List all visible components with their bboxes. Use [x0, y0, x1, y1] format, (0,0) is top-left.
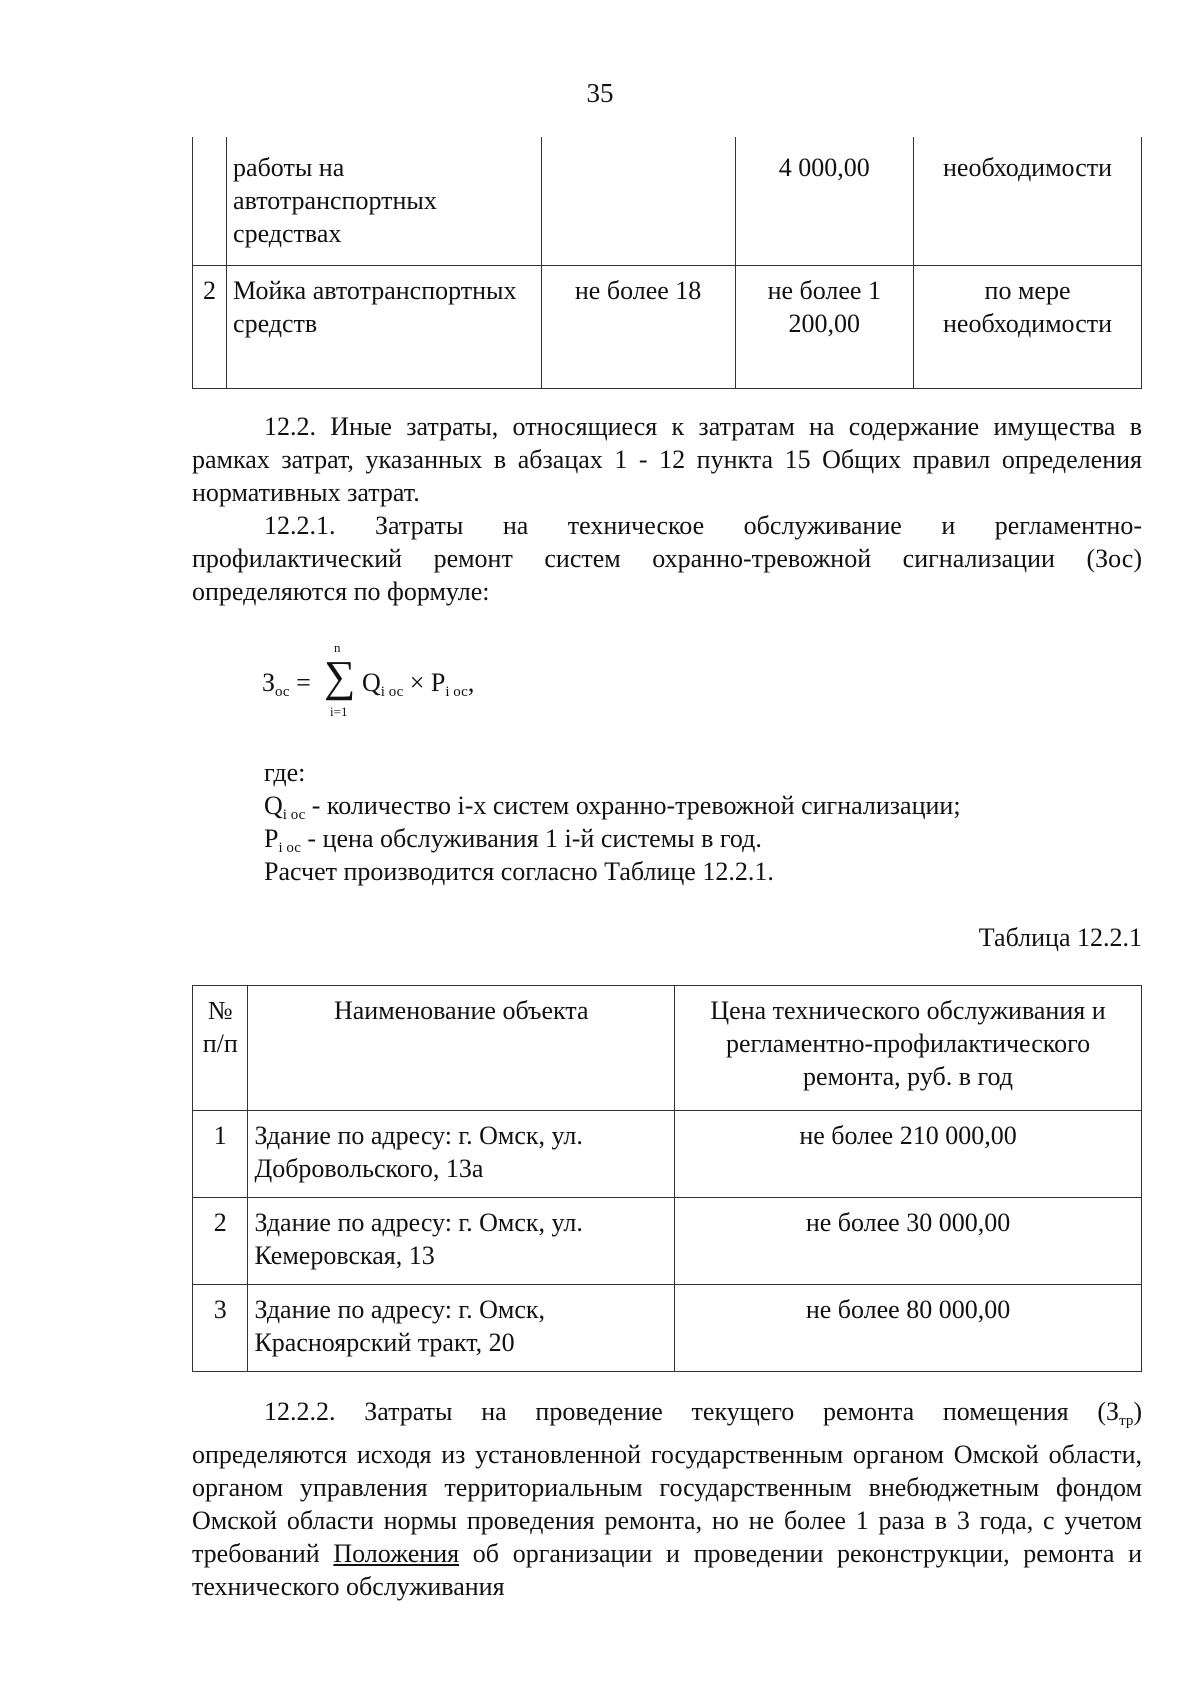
- calculation-note: Расчет производится согласно Таблице 12.2.1.: [264, 857, 774, 886]
- sum-sign: ∑: [324, 652, 356, 701]
- row-frequency: необходимости: [914, 137, 1142, 266]
- row-number: 2: [193, 266, 227, 389]
- table-row: [193, 137, 1142, 266]
- row-number: [193, 137, 227, 266]
- row-price: не более 1 200,00: [735, 266, 913, 389]
- paragraph-12-2-2: 12.2.2. Затраты на проведение текущего ремонта помещения $(З_{тр})$ определяются исходя из установленной государственным органом Омской области, органом управления территориальным государственным внебюджетным фондом Омской области нормы проведения ремонта, но не более 1 раза в 3 года, с учетом требований Положения об организации и проведении реконструкции, ремонта и технического обслуживания: [192, 1397, 1143, 1601]
- row-name: Мойка автотранспортных средств: [227, 266, 542, 389]
- definition-p: $P_{i ос}$ - цена обслуживания 1 i-й системы в год.: [264, 824, 762, 856]
- sum-lower-limit: i=1: [330, 704, 348, 719]
- row-volume: не более 18: [541, 266, 735, 389]
- vehicle-costs-table: [192, 137, 1142, 389]
- row-name: Здание по адресу: г. Омск, Красноярский тракт, 20: [248, 1285, 675, 1372]
- where-label: где:: [264, 758, 306, 787]
- row-number: 1: [193, 1111, 248, 1198]
- definition-q: $Q_{i ос}$ - количество i-х систем охранно-тревожной сигнализации;: [264, 791, 961, 823]
- sum-upper-limit: n: [334, 640, 341, 655]
- row-number: 3: [193, 1285, 248, 1372]
- row-volume: [541, 137, 735, 266]
- row-name: Здание по адресу: г. Омск, ул. Кемеровская, 13: [248, 1198, 675, 1285]
- regulation-link[interactable]: Положения: [333, 1539, 460, 1568]
- header-number: № п/п: [193, 986, 248, 1111]
- row-name: работы на автотранспортных средствах: [227, 137, 542, 266]
- paragraph-12-2-1: 12.2.1. Затраты на техническое обслуживание и регламентно-профилактический ремонт систем охранно-тревожной сигнализации (Зос) определяются по формуле:: [192, 511, 1142, 606]
- header-object-name: Наименование объекта: [248, 986, 675, 1111]
- table-header-row: [193, 986, 1142, 1111]
- row-price: не более 30 000,00: [675, 1198, 1142, 1285]
- formula-lhs: $З_{ос}$ =: [262, 668, 311, 700]
- table-row: [193, 1285, 1142, 1372]
- table-row: [193, 1198, 1142, 1285]
- header-price: Цена технического обслуживания и регламентно-профилактического ремонта, руб. в год: [675, 986, 1142, 1111]
- table-row: [193, 266, 1142, 389]
- row-price: не более 210 000,00: [675, 1111, 1142, 1198]
- paragraph-12-2: 12.2. Иные затраты, относящиеся к затратам на содержание имущества в рамках затрат, указанных в абзацах 1 - 12 пункта 15 Общих правил определения нормативных затрат.: [192, 412, 1142, 507]
- row-price: не более 80 000,00: [675, 1285, 1142, 1372]
- row-frequency: по мере необходимости: [914, 266, 1142, 389]
- row-number: 2: [193, 1198, 248, 1285]
- alarm-maintenance-table: [192, 985, 1142, 1372]
- table-caption: Таблица 12.2.1: [978, 923, 1142, 952]
- table-row: [193, 1111, 1142, 1198]
- row-price: 4 000,00: [735, 137, 913, 266]
- formula-rhs: $Q_{i ос} \times P_{i ос}$,: [362, 668, 475, 700]
- page-number: 35: [586, 78, 614, 108]
- formula-zos: [262, 640, 522, 726]
- row-name: Здание по адресу: г. Омск, ул. Добровольского, 13а: [248, 1111, 675, 1198]
